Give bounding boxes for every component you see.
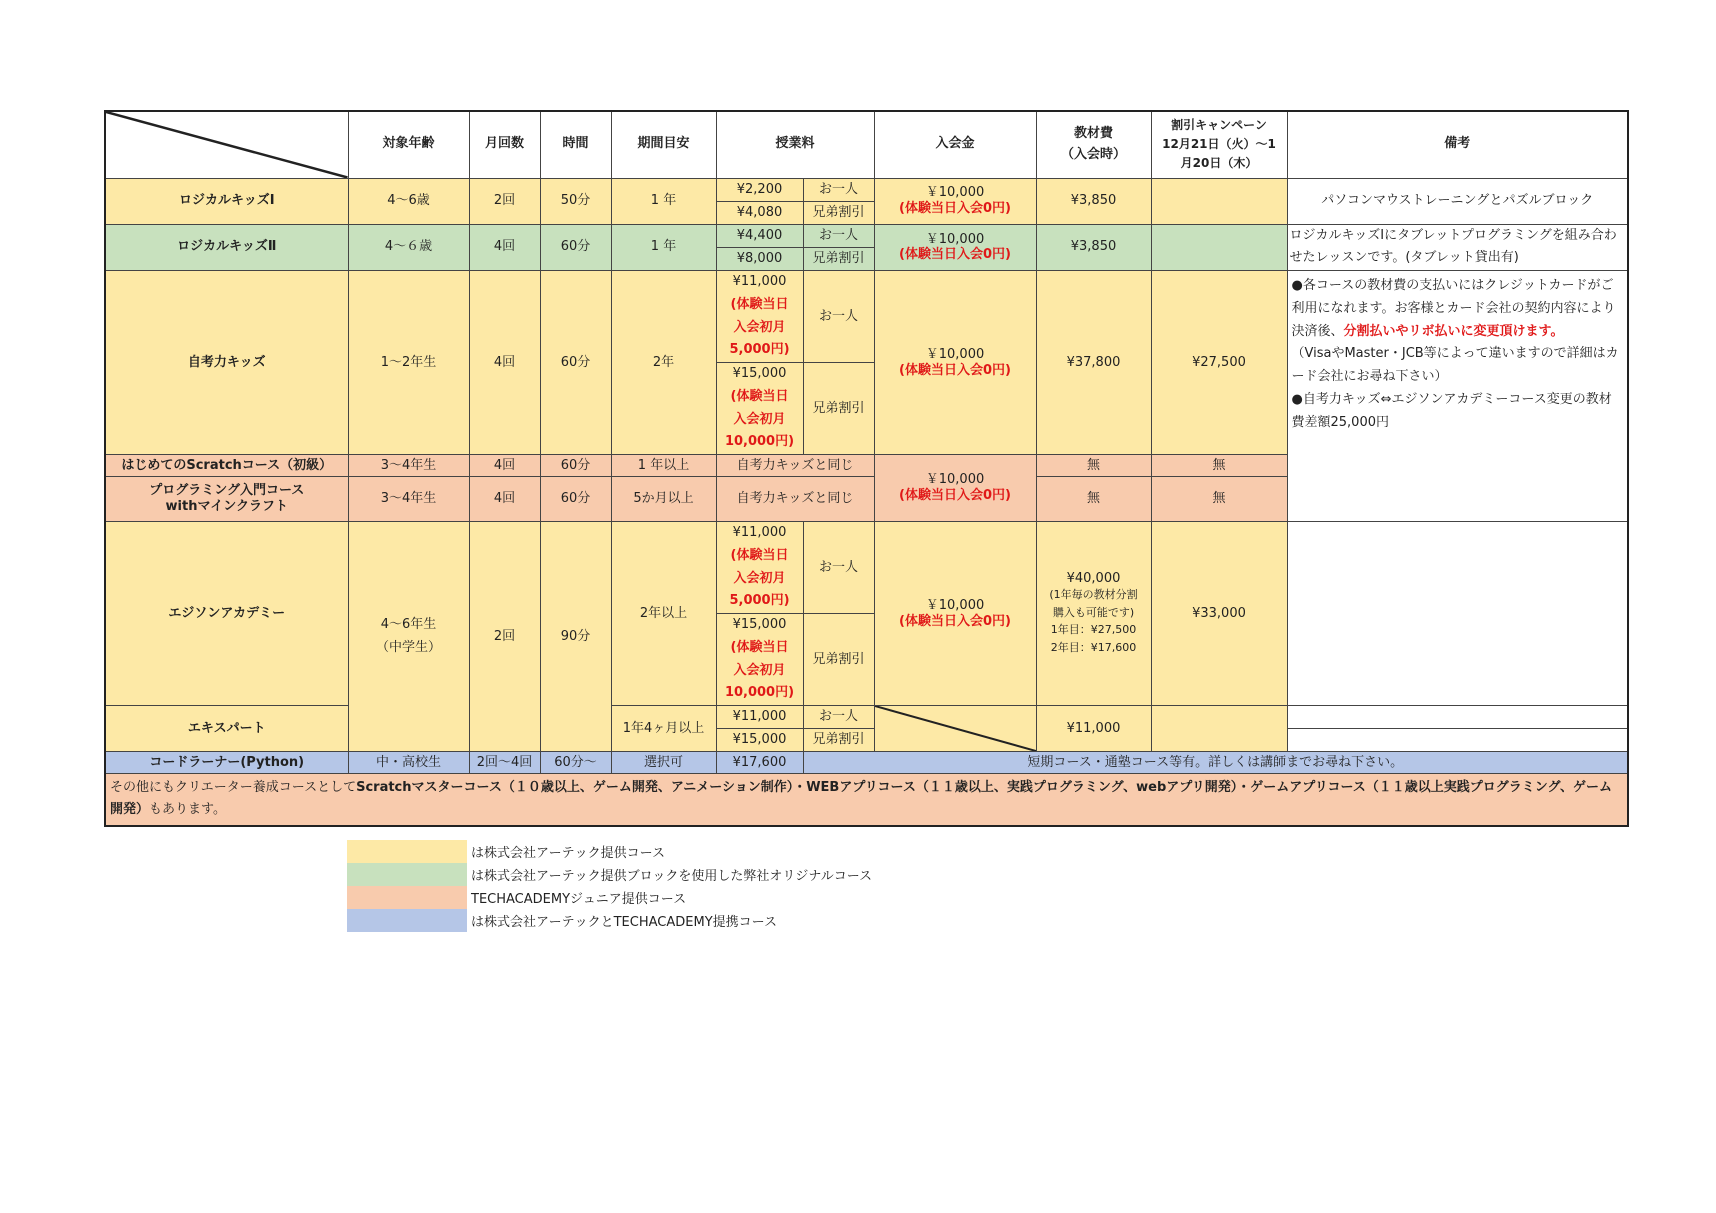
period-cell: 1年4ヶ月以上 (611, 706, 716, 752)
legend (347, 840, 872, 932)
course-price-table (104, 110, 1629, 827)
admission-cell (874, 178, 1036, 224)
header-materials-line1: 教材費 (1073, 125, 1113, 141)
legend-swatch-yellow (347, 840, 467, 863)
legend-item (347, 909, 872, 932)
header-age: 対象年齢 (348, 111, 469, 178)
period-cell: 選択可 (611, 752, 716, 774)
campaign-cell: ¥27,500 (1151, 271, 1287, 455)
note-cell-empty (1287, 706, 1628, 729)
admission-diagonal (874, 706, 1036, 752)
note-cell-empty (1287, 729, 1628, 752)
materials-cell (1036, 522, 1151, 706)
time-cell: 60分 (540, 455, 611, 477)
materials-note: (1年毎の教材分割 (1049, 588, 1138, 602)
price-single: ¥11,000 (716, 706, 803, 729)
materials-value: ¥40,000 (1066, 570, 1121, 586)
footer-bold-courses: Scratchマスターコース（１０歳以上、ゲーム開発、アニメーション制作）・WEBアプリコース（１１歳以上、実践プログラミング、webアプリ開発）・ゲームアプリコース（１１歳以上実践プログラミング、ゲーム開発） (110, 779, 1613, 818)
price-note: 5,000円) (729, 593, 790, 609)
price-label-sibling: 兄弟割引 (803, 614, 874, 706)
age-sub: （中学生） (375, 639, 441, 655)
course-name-line1: プログラミング入門コース (149, 483, 305, 499)
campaign-cell (1151, 706, 1287, 752)
materials-cell: ¥3,850 (1036, 224, 1151, 271)
monthly-cell: 4回 (469, 224, 540, 271)
legend-swatch-green (347, 863, 467, 886)
age-cell: 中・高校生 (348, 752, 469, 774)
price-note: 入会初月 (733, 319, 786, 335)
materials-cell: ¥3,850 (1036, 178, 1151, 224)
legend-item (347, 840, 872, 863)
price-label-single: お一人 (803, 178, 874, 201)
age-cell: 4〜６歳 (348, 224, 469, 271)
period-cell: 1 年 (611, 178, 716, 224)
admission-cell (874, 271, 1036, 455)
admission-note: (体験当日入会0円) (899, 362, 1011, 378)
age-cell: 3〜4年生 (348, 455, 469, 477)
time-cell: 60分〜 (540, 752, 611, 774)
header-materials-line2: （入会時） (1060, 146, 1126, 162)
price-note: (体験当日 (730, 547, 789, 563)
price-label-sibling: 兄弟割引 (803, 247, 874, 270)
monthly-cell: 4回 (469, 455, 540, 477)
time-cell: 60分 (540, 224, 611, 271)
price-single (716, 271, 803, 363)
period-cell: 5か月以上 (611, 477, 716, 522)
age-cell: 1〜2年生 (348, 271, 469, 455)
admission-value: ￥10,000 (925, 346, 985, 362)
legend-label: は株式会社アーテック提供ブロックを使用した弊社オリジナルコース (471, 869, 873, 884)
campaign-cell: 無 (1151, 455, 1287, 477)
price-single: ¥4,400 (716, 224, 803, 247)
materials-cell: ¥37,800 (1036, 271, 1151, 455)
price-note: (体験当日 (730, 639, 789, 655)
time-cell: 90分 (540, 522, 611, 752)
campaign-cell (1151, 224, 1287, 271)
price-note: 10,000円) (724, 434, 795, 450)
price-note: 5,000円) (729, 342, 790, 358)
price-note: 10,000円) (724, 685, 795, 701)
note-cell: パソコンマウストレーニングとパズルブロック (1287, 178, 1628, 224)
tuition-cell: ¥17,600 (716, 752, 803, 774)
price-sibling: ¥8,000 (716, 247, 803, 270)
age-cell: 4〜6歳 (348, 178, 469, 224)
monthly-cell: 2回 (469, 522, 540, 752)
campaign-cell (1151, 178, 1287, 224)
price-sibling: ¥15,000 (716, 729, 803, 752)
monthly-cell: 4回 (469, 477, 540, 522)
price-note: 入会初月 (733, 411, 786, 427)
admission-value: ￥10,000 (925, 472, 985, 488)
header-admission: 入会金 (874, 111, 1036, 178)
legend-swatch-blue (347, 909, 467, 932)
price-value: ¥15,000 (732, 366, 787, 381)
legend-item (347, 886, 872, 909)
admission-cell (874, 224, 1036, 271)
campaign-cell: ¥33,000 (1151, 522, 1287, 706)
admission-value: ￥10,000 (925, 185, 985, 201)
price-note: 入会初月 (733, 662, 786, 678)
footer-note (105, 774, 1628, 826)
admission-cell (874, 455, 1036, 522)
monthly-cell: 2回〜4回 (469, 752, 540, 774)
age-cell: 3〜4年生 (348, 477, 469, 522)
admission-note: (体験当日入会0円) (899, 488, 1011, 503)
materials-note: 2年目：¥17,600 (1050, 640, 1137, 654)
time-cell: 60分 (540, 271, 611, 455)
legend-swatch-orange (347, 886, 467, 909)
price-label-single: お一人 (803, 706, 874, 729)
period-cell: 2年 (611, 271, 716, 455)
note-cell: ロジカルキッズⅠにタブレットプログラミングを組み合わせたレッスンです。(タブレット貸出有) (1287, 224, 1628, 271)
age-value: 4〜6年生 (380, 616, 437, 632)
header-campaign-line3: 月20日（木） (1180, 156, 1258, 171)
course-name-edison-academy: エジソンアカデミー (105, 522, 348, 706)
price-label-sibling: 兄弟割引 (803, 363, 874, 455)
course-name-logical-kids-2: ロジカルキッズⅡ (105, 224, 348, 271)
monthly-cell: 2回 (469, 178, 540, 224)
materials-cell: 無 (1036, 455, 1151, 477)
price-sibling (716, 614, 803, 706)
time-cell: 50分 (540, 178, 611, 224)
price-label-single: お一人 (803, 271, 874, 363)
materials-note: 購入も可能です) (1052, 605, 1135, 619)
time-cell: 60分 (540, 477, 611, 522)
period-cell: 1 年以上 (611, 455, 716, 477)
period-cell: 2年以上 (611, 522, 716, 706)
course-name-python: コードラーナー(Python) (105, 752, 348, 774)
price-label-sibling: 兄弟割引 (803, 729, 874, 752)
tuition-cell: 自考力キッズと同じ (716, 477, 874, 522)
legend-label: は株式会社アーテックとTECHACADEMY提携コース (471, 915, 777, 930)
note-credit-card-red: 分割払いやリボ払いに変更頂けます。 (1343, 323, 1564, 339)
materials-cell: ¥11,000 (1036, 706, 1151, 752)
legend-item (347, 863, 872, 886)
python-note: 短期コース・通塾コース等有。詳しくは講師までお尋ね下さい。 (803, 752, 1628, 774)
price-note: (体験当日 (730, 388, 789, 404)
admission-value: ￥10,000 (925, 597, 985, 613)
header-materials (1036, 111, 1151, 178)
course-name-expert: エキスパート (105, 706, 348, 752)
admission-value: ￥10,000 (925, 231, 985, 247)
price-label-sibling: 兄弟割引 (803, 201, 874, 224)
course-name-logical-kids-1: ロジカルキッズⅠ (105, 178, 348, 224)
materials-cell: 無 (1036, 477, 1151, 522)
price-value: ¥15,000 (732, 617, 787, 632)
header-campaign-line2: 12月21日（火）〜1 (1162, 137, 1276, 152)
header-notes: 備考 (1287, 111, 1628, 178)
header-campaign (1151, 111, 1287, 178)
monthly-cell: 4回 (469, 271, 540, 455)
course-name-minecraft (105, 477, 348, 522)
note-card-detail: （VisaやMaster・JCB等によって違いますので詳細はカード会社にお尋ね下さい） (1291, 346, 1619, 384)
admission-note: (体験当日入会0円) (899, 613, 1011, 629)
price-note: 入会初月 (733, 570, 786, 586)
footer-text1: その他にもクリエーター養成コースとして (110, 779, 357, 795)
note-cell-empty (1287, 522, 1628, 706)
header-campaign-line1: 割引キャンペーン (1171, 117, 1267, 132)
price-value: ¥11,000 (732, 525, 787, 540)
campaign-cell: 無 (1151, 477, 1287, 522)
price-note: (体験当日 (730, 296, 789, 312)
admission-note: (体験当日入会0円) (899, 201, 1011, 216)
note-course-change: ●自考力キッズ⇔エジソンアカデミーコース変更の教材費差額25,000円 (1291, 391, 1612, 430)
price-single: ¥2,200 (716, 178, 803, 201)
price-sibling: ¥4,080 (716, 201, 803, 224)
tuition-cell: 自考力キッズと同じ (716, 455, 874, 477)
price-label-single: お一人 (803, 522, 874, 614)
admission-cell (874, 522, 1036, 706)
course-name-scratch: はじめてのScratchコース（初級） (105, 455, 348, 477)
legend-label: は株式会社アーテック提供コース (471, 846, 665, 861)
legend-label: TECHACADEMYジュニア提供コース (471, 892, 687, 907)
price-value: ¥11,000 (732, 274, 787, 289)
header-monthly: 月回数 (469, 111, 540, 178)
footer-text2: もあります。 (149, 802, 226, 818)
price-sibling (716, 363, 803, 455)
period-cell: 1 年 (611, 224, 716, 271)
header-tuition: 授業料 (716, 111, 874, 178)
price-label-single: お一人 (803, 224, 874, 247)
notes-cell (1287, 271, 1628, 522)
course-name-jikoryoku-kids: 自考力キッズ (105, 271, 348, 455)
age-cell (348, 522, 469, 752)
header-corner-diagonal (105, 111, 348, 178)
materials-note: 1年目：¥27,500 (1050, 623, 1137, 637)
admission-note: (体験当日入会0円) (899, 247, 1011, 263)
header-time: 時間 (540, 111, 611, 178)
course-name-line2: withマインクラフト (165, 499, 288, 514)
note-credit-card: ●各コースの教材費の支払いにはクレジットカードがご利用になれます。お客様とカード会社の契約内容により決済後、 (1291, 278, 1616, 339)
price-single (716, 522, 803, 614)
header-period: 期間目安 (611, 111, 716, 178)
